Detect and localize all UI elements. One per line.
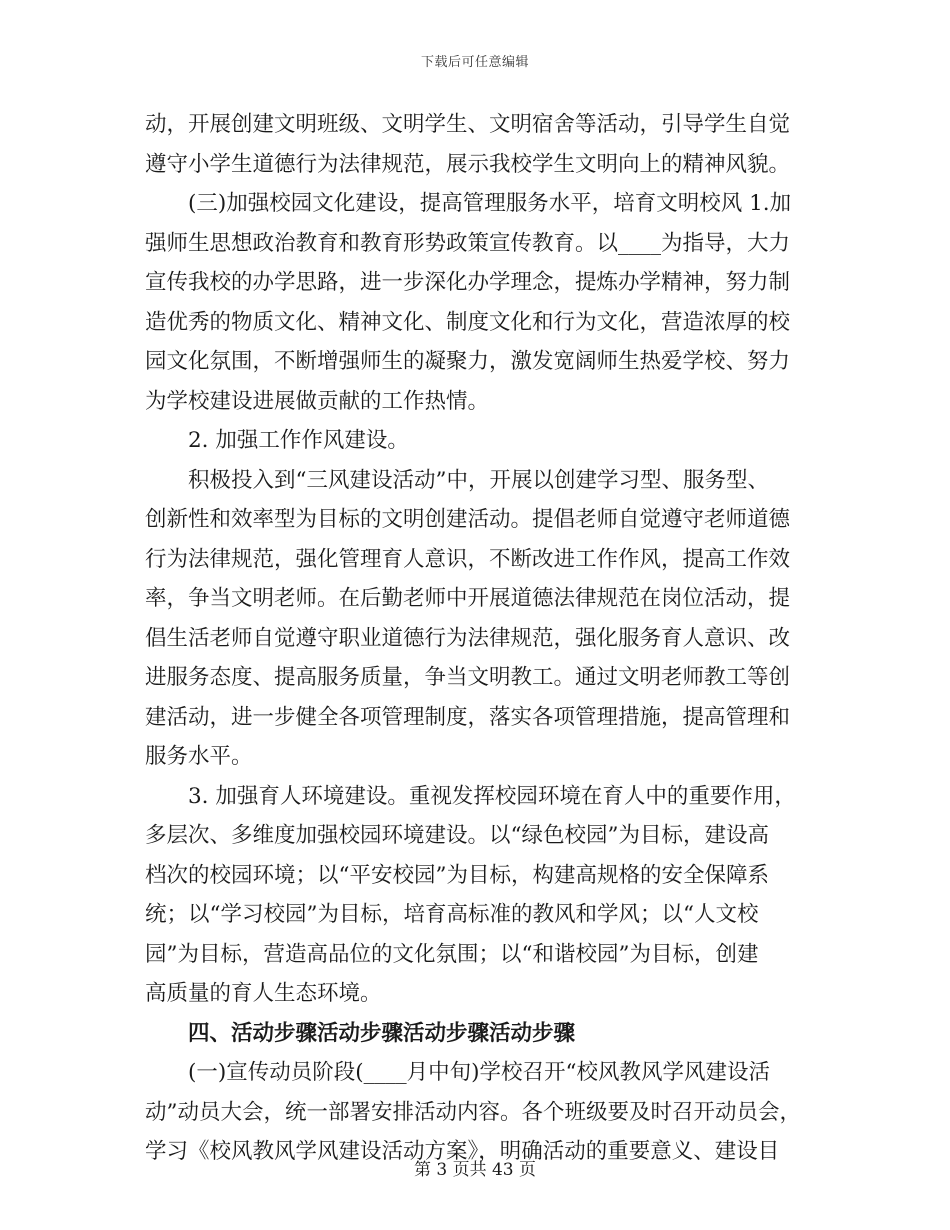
body-line: 统；以“学习校园”为目标，培育高标准的教风和学风；以“人文校 (145, 902, 759, 927)
page-number: 第 3 页共 43 页 (413, 1160, 537, 1180)
body-line: 建活动，进一步健全各项管理制度，落实各项管理措施，提高管理和 (145, 704, 791, 730)
body-line: 动”动员大会，统一部署安排活动内容。各个班级要及时召开动员会， (145, 1099, 801, 1125)
body-line: 档次的校园环境；以“平安校园”为目标，构建高规格的安全保障系 (145, 862, 769, 888)
section-heading: 四、活动步骤活动步骤活动步骤活动步骤 (188, 1020, 576, 1046)
paragraph-start: (一)宣传动员阶段(____月中旬)学校召开“校风教风学风建设活 (188, 1060, 771, 1085)
paragraph-start: 积极投入到“三风建设活动”中，开展以创建学习型、服务型、 (188, 467, 769, 493)
body-line: 园文化氛围，不断增强师生的凝聚力，激发宽阔师生热爱学校、努力 (145, 349, 791, 374)
body-line: 率，争当文明老师。在后勤老师中开展道德法律规范在岗位活动，提 (145, 586, 791, 611)
body-line: 为学校建设进展做贡献的工作热情。 (145, 388, 490, 414)
body-line: 服务水平。 (145, 744, 253, 769)
body-line: 进服务态度、提高服务质量，争当文明教工。通过文明老师教工等创 (145, 665, 791, 690)
subsection-title: 3. 加强育人环境建设。重视发挥校园环境在育人中的重要作用， (188, 783, 796, 809)
body-line: 园”为目标，营造高品位的文化氛围；以“和谐校园”为目标，创建 (145, 941, 759, 967)
body-line: 学习《校风教风学风建设活动方案》，明确活动的重要意义、建设目 (145, 1139, 780, 1164)
body-line: 宣传我校的办学思路，进一步深化办学理念，提炼办学精神，努力制 (145, 270, 791, 295)
body-line: 倡生活老师自觉遵守职业道德行为法律规范，强化服务育人意识、改 (145, 625, 791, 651)
body-line: 高质量的育人生态环境。 (145, 981, 382, 1006)
document-body (145, 105, 805, 1172)
body-line: 创新性和效率型为目标的文明创建活动。提倡老师自觉遵守老师道德 (145, 507, 791, 532)
body-line: 行为法律规范，强化管理育人意识，不断改进工作作风，提高工作效 (145, 546, 791, 572)
body-line: 造优秀的物质文化、精神文化、制度文化和行为文化，营造浓厚的校 (145, 309, 791, 335)
subsection-title: 2. 加强工作作风建设。 (188, 428, 409, 453)
body-line: 强师生思想政治教育和教育形势政策宣传教育。以____为指导，大力 (145, 230, 791, 256)
body-line: 遵守小学生道德行为法律规范，展示我校学生文明向上的精神风貌。 (145, 151, 791, 177)
body-line: 多层次、多维度加强校园环境建设。以“绿色校园”为目标，建设高 (145, 823, 769, 848)
section-heading-line: (三)加强校园文化建设，提高管理服务水平，培育文明校风 1.加 (188, 191, 792, 216)
page-header: 下载后可任意编辑 (420, 55, 529, 70)
body-line: 动，开展创建文明班级、文明学生、文明宿舍等活动，引导学生自觉 (145, 112, 791, 137)
